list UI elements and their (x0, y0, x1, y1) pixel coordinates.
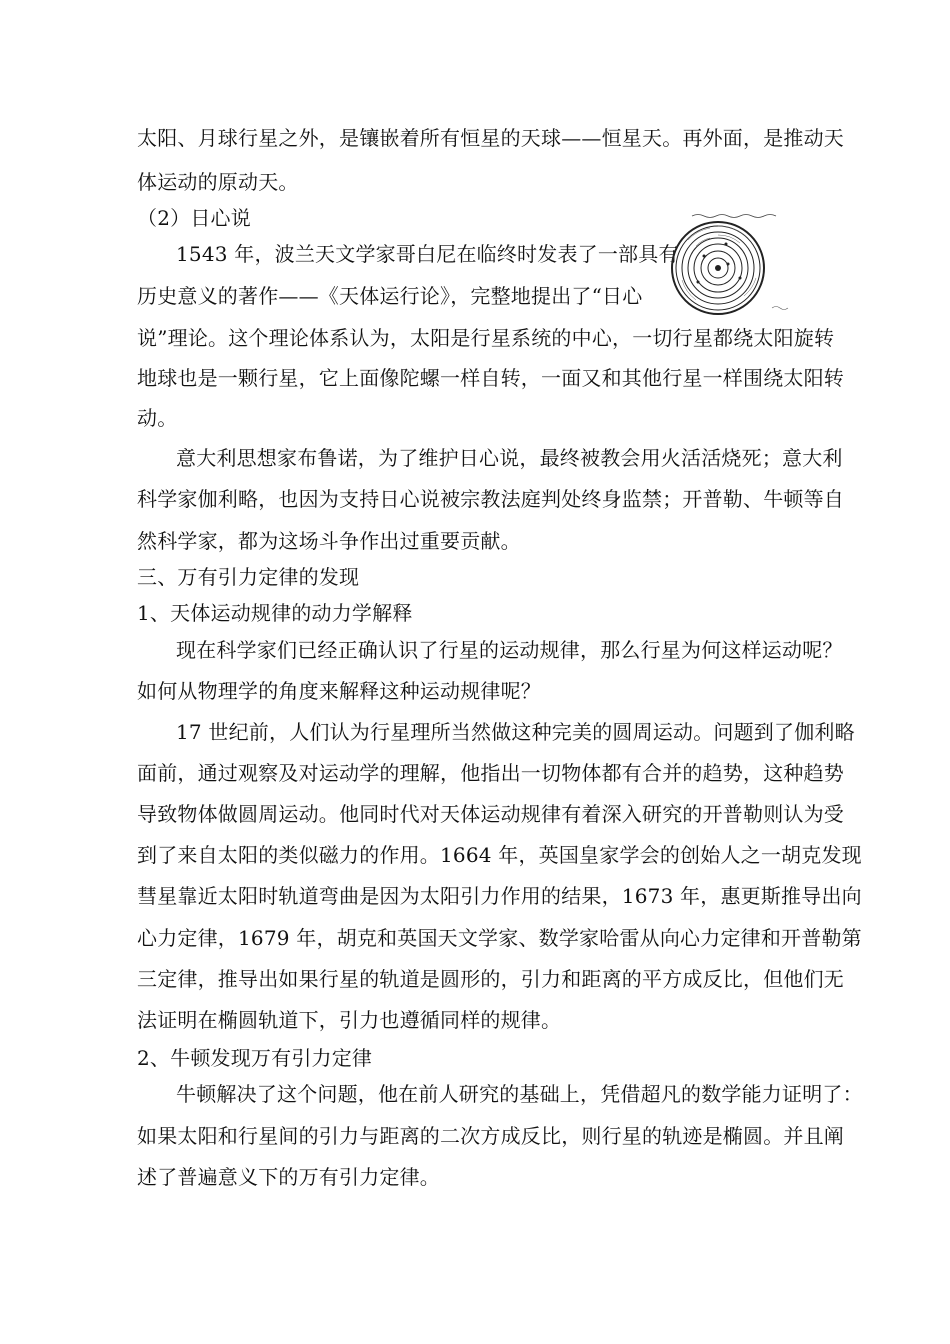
text-line: 然科学家，都为这场斗争作出过重要贡献。 (137, 529, 521, 553)
text-line: 牛顿解决了这个问题，他在前人研究的基础上，凭借超凡的数学能力证明了： (176, 1082, 863, 1106)
section-heading: 三、万有引力定律的发现 (137, 565, 360, 589)
section-heading: 1、天体运动规律的动力学解释 (137, 601, 413, 625)
text-line: 心力定律，1679 年，胡克和英国天文学家、数学家哈雷从向心力定律和开普勒第 (137, 926, 862, 950)
text-line: 意大利思想家布鲁诺，为了维护日心说，最终被教会用火活活烧死；意大利 (176, 446, 843, 470)
section-heading: 2、牛顿发现万有引力定律 (137, 1046, 373, 1070)
text-line: 说”理论。这个理论体系认为，太阳是行星系统的中心，一切行星都绕太阳旋转 (137, 326, 835, 350)
text-line: 如果太阳和行星间的引力与距离的二次方成反比，则行星的轨迹是椭圆。并且阐 (137, 1124, 844, 1148)
text-line: 彗星靠近太阳时轨道弯曲是因为太阳引力作用的结果，1673 年，惠更斯推导出向 (137, 884, 862, 908)
text-line: 面前，通过观察及对运动学的理解，他指出一切物体都有合并的趋势，这种趋势 (137, 761, 844, 785)
heliocentric-diagram (668, 208, 798, 318)
diagram-caption-scribble (692, 215, 776, 218)
text-line: 太阳、月球行星之外，是镶嵌着所有恒星的天球——恒星天。再外面，是推动天 (137, 126, 844, 150)
signature-mark (772, 307, 788, 310)
text-line: 科学家伽利略，也因为支持日心说被宗教法庭判处终身监禁；开普勒、牛顿等自 (137, 487, 844, 511)
text-line: 历史意义的著作——《天体运行论》，完整地提出了“日心 (137, 284, 643, 308)
text-line: 述了普遍意义下的万有引力定律。 (137, 1165, 440, 1189)
text-line: 到了来自太阳的类似磁力的作用。1664 年，英国皇家学会的创始人之一胡克发现 (137, 843, 862, 867)
text-line: 现在科学家们已经正确认识了行星的运动规律，那么行星为何这样运动呢？ (176, 638, 843, 662)
text-line: 如何从物理学的角度来解释这种运动规律呢？ (137, 679, 541, 703)
text-line: 导致物体做圆周运动。他同时代对天体运动规律有着深入研究的开普勒则认为受 (137, 802, 844, 826)
text-line: 动。 (137, 406, 178, 430)
text-line: 1543 年，波兰天文学家哥白尼在临终时发表了一部具有 (176, 242, 679, 266)
text-line: 17 世纪前，人们认为行星理所当然做这种完美的圆周运动。问题到了伽利略 (176, 720, 855, 744)
text-line: 三定律，推导出如果行星的轨道是圆形的，引力和距离的平方成反比，但他们无 (137, 967, 844, 991)
text-line: 法证明在椭圆轨道下，引力也遵循同样的规律。 (137, 1008, 562, 1032)
ring-lettering (682, 226, 756, 300)
section-heading: （2）日心说 (137, 206, 251, 230)
text-line: 地球也是一颗行星，它上面像陀螺一样自转，一面又和其他行星一样围绕太阳转 (137, 366, 844, 390)
text-line: 体运动的原动天。 (137, 170, 299, 194)
